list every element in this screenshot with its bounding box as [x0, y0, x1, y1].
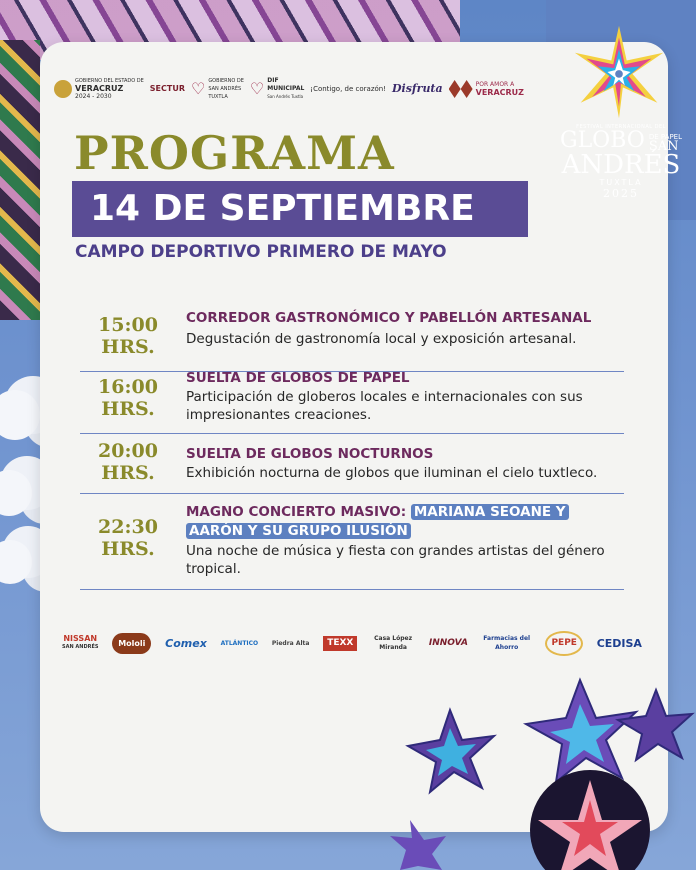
festival-label: FESTIVAL INTERNACIONAL DEL — [576, 124, 666, 130]
brand-san: SAN — [648, 139, 679, 154]
sponsor-casa-lopez-miranda: Casa López Miranda — [374, 635, 413, 651]
sponsor-mololi: Mololi — [112, 633, 151, 654]
artist-highlight: MARIANA SEOANE Y — [411, 504, 569, 520]
sponsor-por-amor-a-veracruz: POR AMOR A VERACRUZ — [449, 80, 524, 98]
paper-star-globes-decoration — [390, 670, 696, 870]
schedule-item — [80, 306, 624, 372]
schedule-item — [80, 434, 624, 494]
schedule-title-line2 — [186, 523, 411, 539]
sponsor-comex: Comex — [165, 636, 207, 650]
sponsor-sectur: SECTUR — [149, 84, 185, 93]
sponsor-contigo: ¡Contigo, de corazón! — [310, 85, 387, 93]
schedule-description: Una noche de música y fiesta con grandes artistas del género tropical. — [186, 543, 605, 577]
festival-brand — [556, 124, 686, 200]
brand-globo: GLOBO — [560, 128, 645, 153]
veracruz-seal-icon — [54, 80, 72, 98]
veracruz-pattern-icon — [449, 80, 473, 98]
sponsor-texx: TEXX — [323, 636, 357, 651]
schedule-description: Exhibición nocturna de globos que iluminan el cielo tuxtleco. — [186, 465, 598, 481]
schedule-time: 15:00 HRS. — [98, 314, 158, 358]
sponsor-piedra-alta: Piedra Alta — [271, 639, 310, 647]
heart-icon: ♡ — [249, 79, 265, 98]
schedule-description: Participación de globeros locales e internacionales con sus impresionantes creaciones. — [186, 389, 583, 423]
cloud-decoration — [0, 390, 40, 440]
page-title: PROGRAMA — [74, 126, 395, 180]
schedule-time: 22:30 HRS. — [98, 516, 158, 560]
sponsor-innova: INNOVA — [428, 637, 468, 648]
heart-icon: ♡ — [190, 79, 206, 98]
schedule-title: SUELTA DE GLOBOS DE PAPEL — [186, 370, 410, 386]
sponsor-pepe: PEPE — [545, 631, 583, 656]
sponsor-san-andres-government: ♡ GOBIERNO DE SAN ANDRÉS TUXTLA — [190, 78, 244, 100]
sponsor-nissan: NISSAN SAN ANDRÉS — [62, 634, 99, 650]
cloud-decoration — [0, 470, 32, 516]
brand-year: 2025 — [603, 187, 639, 200]
bottom-sponsor-row — [62, 628, 642, 658]
sponsor-veracruz-government: GOBIERNO DEL ESTADO DE VERACRUZ 2024 - 2030 — [54, 77, 144, 101]
brand-andres: ANDRÉS — [561, 150, 681, 180]
paper-globe-background-left — [0, 40, 40, 320]
brand-de-papel: DE PAPEL — [648, 133, 682, 141]
cloud-decoration — [0, 540, 32, 584]
sponsor-dif-municipal: ♡ DIF MUNICIPAL San Andrés Tuxtla — [249, 77, 305, 99]
sponsor-cedisa: CEDISA — [596, 636, 642, 650]
schedule-time: 16:00 HRS. — [98, 376, 158, 420]
sponsor-farmacias-del-ahorro: Farmacias del Ahorro — [483, 635, 531, 651]
top-sponsor-row — [54, 72, 524, 106]
brand-tuxtla: TUXTLA — [599, 178, 643, 187]
schedule-item — [80, 494, 624, 590]
schedule-item — [80, 372, 624, 434]
artist-highlight: AARÓN Y SU GRUPO ILUSIÓN — [186, 523, 411, 539]
concert-title: MAGNO CONCIERTO MASIVO: — [186, 504, 407, 520]
event-date: 14 DE SEPTIEMBRE — [90, 188, 475, 229]
sponsor-atlantico: ATLÁNTICO — [220, 639, 259, 647]
venue-name: CAMPO DEPORTIVO PRIMERO DE MAYO — [75, 242, 447, 262]
schedule-title — [186, 504, 569, 520]
sponsor-disfruta-logo: Disfruta — [392, 82, 443, 95]
festival-star-icon — [571, 24, 667, 120]
schedule-title: SUELTA DE GLOBOS NOCTURNOS — [186, 446, 434, 462]
schedule-description: Degustación de gastronomía local y exposición artesanal. — [186, 331, 577, 347]
schedule-title: CORREDOR GASTRONÓMICO Y PABELLÓN ARTESANAL — [186, 310, 592, 326]
schedule-time: 20:00 HRS. — [98, 440, 158, 484]
